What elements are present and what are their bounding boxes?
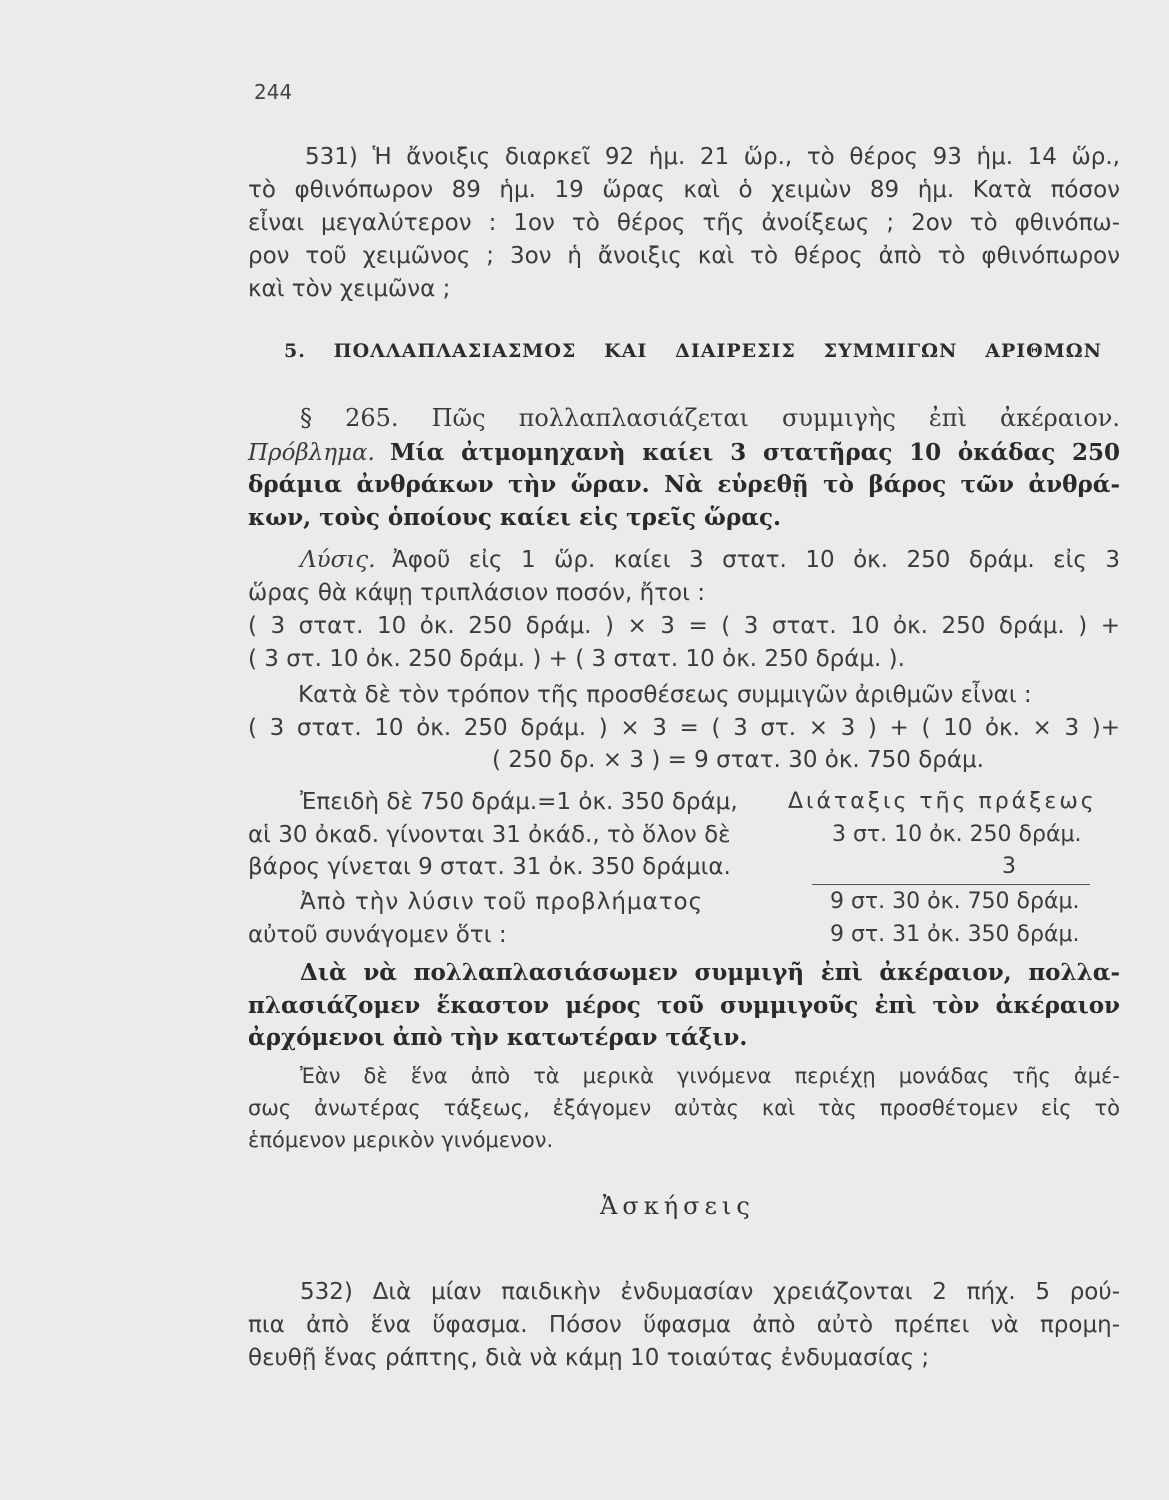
note-line: ἑπόμενον μερικὸν γινόμενον. xyxy=(248,1128,554,1152)
exercises-title: Ἀσκήσεις xyxy=(600,1192,755,1220)
solution-label xyxy=(300,545,400,575)
text-line: 532) Διὰ μίαν παιδικὴν ἐνδυμασίαν χρειάζονται 2 πήχ. 5 ρού- xyxy=(300,1279,1120,1305)
solution-line: ( 3 στατ. 10 ὀκ. 250 δράμ. ) × 3 = ( 3 στ. × 3 ) + ( 10 ὀκ. × 3 )+ xyxy=(248,715,1120,741)
problem-statement-line: Μία ἀτμομηχανὴ καίει 3 στατῆρας 10 ὀκάδας 250 xyxy=(390,439,1120,466)
operation-row: 9 στ. 30 ὀκ. 750 δράμ. xyxy=(830,889,1080,914)
note-line: σως ἀνωτέρας τάξεως, ἐξάγομεν αὐτὰς καὶ τὰς προσθέτομεν εἰς τὸ xyxy=(248,1096,1120,1120)
text-line: καὶ τὸν χειμῶνα ; xyxy=(248,276,451,302)
section-heading: 5. ΠΟΛΛΑΠΛΑΣΙΑΣΜΟΣ ΚΑΙ ΔΙΑΙΡΕΣΙΣ ΣΥΜΜΙΓΩΝ ΑΡΙΘΜΩΝ xyxy=(284,340,1102,362)
text-line: ρον τοῦ χειμῶνος ; 3ον ἡ ἄνοιξις καὶ τὸ θέρος ἀπὸ τὸ φθινόπωρον xyxy=(248,243,1120,269)
text-line: θευθῇ ἕνας ράπτης, διὰ νὰ κάμῃ 10 τοιαύτας ἐνδυμασίας ; xyxy=(248,1345,930,1371)
sum-rule xyxy=(812,884,1090,885)
text-line: πια ἀπὸ ἕνα ὕφασμα. Πόσον ὕφασμα ἀπὸ αὐτὸ πρέπει νὰ προμη- xyxy=(248,1312,1120,1338)
text-line: Ἀπὸ τὴν λύσιν τοῦ προβλήματος xyxy=(300,889,704,915)
rule-line: ἀρχόμενοι ἀπὸ τὴν κατωτέραν τάξιν. xyxy=(248,1024,748,1051)
solution-line: ( 3 στατ. 10 ὀκ. 250 δράμ. ) × 3 = ( 3 στατ. 10 ὀκ. 250 δράμ. ) + xyxy=(248,613,1120,639)
text-line: εἶναι μεγαλύτερον : 1ον τὸ θέρος τῆς ἀνοίξεως ; 2ον τὸ φθινόπω- xyxy=(248,210,1120,236)
note-line: Ἐὰν δὲ ἕνα ἀπὸ τὰ μερικὰ γινόμενα περιέχῃ μονάδας τῆς ἀμέ- xyxy=(300,1064,1120,1088)
operation-row: 3 στ. 10 ὀκ. 250 δράμ. xyxy=(832,822,1082,847)
solution-label-text: Λύσις. xyxy=(300,547,376,573)
operation-title: Διάταξις τῆς πράξεως xyxy=(788,789,1097,814)
text-line: Ἐπειδὴ δὲ 750 δράμ.=1 ὀκ. 350 δράμ, xyxy=(300,789,738,815)
text-line: βάρος γίνεται 9 στατ. 31 ὀκ. 350 δράμια. xyxy=(248,854,731,880)
text-line: τὸ φθινόπωρον 89 ἡμ. 19 ὥρας καὶ ὁ χειμὼν 89 ἡμ. Κατὰ πόσον xyxy=(248,177,1120,203)
operation-multiplier: 3 xyxy=(1002,854,1016,879)
solution-line: ὥρας θὰ κάψῃ τριπλάσιον ποσόν, ἤτοι : xyxy=(248,580,705,606)
solution-line: Ἀφοῦ εἰς 1 ὥρ. καίει 3 στατ. 10 ὀκ. 250 δράμ. εἰς 3 xyxy=(392,547,1120,573)
page-number: 244 xyxy=(254,80,293,104)
text-line: 531) Ἡ ἄνοιξις διαρκεῖ 92 ἡμ. 21 ὥρ., τὸ θέρος 93 ἡμ. 14 ὥρ., xyxy=(305,144,1120,170)
problem-label: Πρόβλημα. xyxy=(248,440,375,466)
problem-statement-line: κων, τοὺς ὁποίους καίει εἰς τρεῖς ὥρας. xyxy=(248,504,781,531)
text-line: αὐτοῦ συνάγομεν ὅτι : xyxy=(248,922,507,948)
solution-line: ( 250 δρ. × 3 ) = 9 στατ. 30 ὀκ. 750 δράμ. xyxy=(492,747,984,773)
rule-line: πλασιάζομεν ἕκαστον μέρος τοῦ συμμιγοῦς ἐπὶ τὸν ἀκέραιον xyxy=(248,992,1120,1019)
problem-statement-line: δράμια ἀνθράκων τὴν ὥραν. Νὰ εὑρεθῇ τὸ βάρος τῶν ἀνθρά- xyxy=(248,471,1120,498)
text-line: αἱ 30 ὀκαδ. γίνονται 31 ὀκάδ., τὸ ὅλον δὲ xyxy=(248,822,731,848)
operation-row: 9 στ. 31 ὀκ. 350 δράμ. xyxy=(830,922,1080,947)
rule-line: Διὰ νὰ πολλαπλασιάσωμεν συμμιγῆ ἐπὶ ἀκέραιον, πολλα- xyxy=(300,959,1120,986)
solution-line: ( 3 στ. 10 ὀκ. 250 δράμ. ) + ( 3 στατ. 10 ὀκ. 250 δράμ. ). xyxy=(248,646,905,672)
paragraph-title: § 265. Πῶς πολλαπλασιάζεται συμμιγὴς ἐπὶ ἀκέραιον. xyxy=(300,404,1120,432)
solution-line: Κατὰ δὲ τὸν τρόπον τῆς προσθέσεως συμμιγῶν ἀριθμῶν εἶναι : xyxy=(298,682,1032,708)
